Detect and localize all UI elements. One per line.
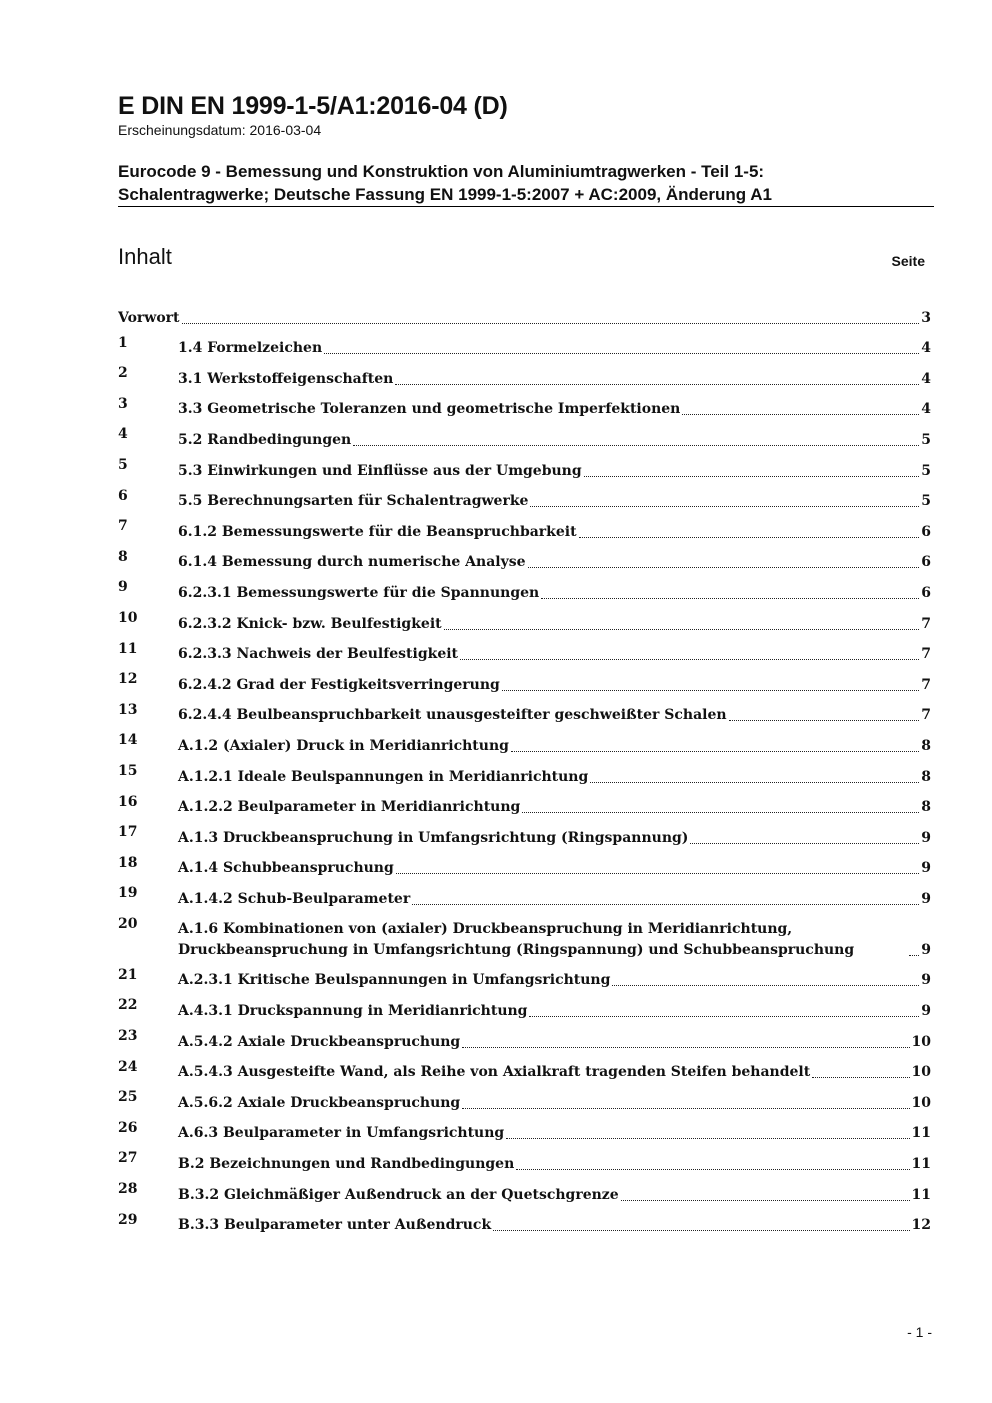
toc-entry-page: 8 <box>921 799 931 816</box>
toc-entry-number: 16 <box>118 793 138 810</box>
toc-entry-label: 6.2.3.2 Knick- bzw. Beulfestigkeit <box>178 615 442 632</box>
toc-heading: Inhalt <box>118 244 172 269</box>
toc-dot-leader <box>621 1200 910 1201</box>
toc-entry-label: B.3.2 Gleichmäßiger Außendruck an der Quetschgrenze <box>178 1186 619 1203</box>
toc-dot-leader <box>506 1138 909 1139</box>
toc-entry-page: 7 <box>921 615 931 632</box>
toc-entry-number: 13 <box>118 701 138 718</box>
toc-entry[interactable] <box>118 484 931 515</box>
toc-entry-page: 10 <box>911 1064 931 1081</box>
toc-entry-number: 6 <box>118 487 128 504</box>
toc-entry-number: 23 <box>118 1028 138 1045</box>
toc-entry-number: 24 <box>118 1058 138 1075</box>
toc-dot-leader <box>729 720 920 721</box>
publication-date: Erscheinungsdatum: 2016-03-04 <box>118 122 322 138</box>
toc-entry[interactable] <box>118 698 931 729</box>
toc-entry-page: 4 <box>921 401 931 418</box>
toc-entry-number: 12 <box>118 671 138 688</box>
toc-entry-label: A.1.3 Druckbeanspruchung in Umfangsrichtung (Ringspannung) <box>178 829 689 846</box>
toc-entry-label: B.2 Bezeichnungen und Randbedingungen <box>178 1156 515 1173</box>
toc-entry-label: A.1.4.2 Schub-Beulparameter <box>178 890 411 907</box>
toc-entry-label: 6.2.3.1 Bemessungswerte für die Spannungen <box>178 584 540 601</box>
toc-entry-page: 7 <box>921 676 931 693</box>
toc-entry-label: 1.4 Formelzeichen <box>178 340 323 357</box>
toc-entry-page: 9 <box>921 829 931 846</box>
toc-entry[interactable] <box>118 851 931 882</box>
toc-entry-label: A.1.4 Schubbeanspruchung <box>178 860 394 877</box>
document-title-line-1: Eurocode 9 - Bemessung und Konstruktion von Aluminiumtragwerken - Teil 1-5: <box>118 162 765 181</box>
toc-entry[interactable] <box>118 422 931 453</box>
toc-dot-leader <box>502 690 919 691</box>
toc-dot-leader <box>353 445 919 446</box>
title-divider <box>118 206 934 207</box>
document-id: E DIN EN 1999-1-5/A1:2016-04 (D) <box>118 92 508 120</box>
toc-entry[interactable] <box>118 361 931 392</box>
toc-entry[interactable] <box>118 1055 931 1086</box>
toc-entry-page: 11 <box>911 1125 931 1142</box>
toc-dot-leader <box>493 1230 909 1231</box>
toc-entry[interactable] <box>118 637 931 668</box>
toc-entry[interactable] <box>118 514 931 545</box>
toc-entry-label: A.1.2.2 Beulparameter in Meridianrichtung <box>178 799 521 816</box>
toc-entry-label: 5.2 Randbedingungen <box>178 431 352 448</box>
toc-entry-page: 12 <box>911 1217 931 1234</box>
document-title-line-2: Schalentragwerke; Deutsche Fassung EN 1999-1-5:2007 + AC:2009, Änderung A1 <box>118 185 772 204</box>
toc-entry-page: 11 <box>911 1156 931 1173</box>
toc-dot-leader <box>444 629 920 630</box>
toc-entry[interactable] <box>118 728 931 759</box>
toc-dot-leader <box>541 598 919 599</box>
toc-dot-leader <box>522 812 919 813</box>
toc-entry[interactable] <box>118 1208 931 1239</box>
toc-entry[interactable] <box>118 1085 931 1116</box>
toc-entry[interactable] <box>118 790 931 821</box>
toc-dot-leader <box>324 353 919 354</box>
toc-entry-page: 3 <box>921 309 931 326</box>
toc-dot-leader <box>612 985 919 986</box>
toc-entry-label: 6.2.3.3 Nachweis der Beulfestigkeit <box>178 646 459 663</box>
toc-dot-leader <box>412 904 919 905</box>
toc-entry-number: 18 <box>118 854 138 871</box>
toc-entry-label: 6.1.4 Bemessung durch numerische Analyse <box>178 554 526 571</box>
toc-entry-number: 1 <box>118 334 128 351</box>
toc-entry-page: 4 <box>921 340 931 357</box>
toc-entry[interactable] <box>118 1116 931 1147</box>
toc-dot-leader <box>812 1077 909 1078</box>
toc-entry[interactable] <box>118 331 931 362</box>
toc-entry-page: 4 <box>921 370 931 387</box>
toc-entry-label: A.4.3.1 Druckspannung in Meridianrichtung <box>178 1003 528 1020</box>
toc-entry-number: 4 <box>118 426 128 443</box>
toc-dot-leader <box>396 873 919 874</box>
toc-entry-page: 5 <box>921 493 931 510</box>
toc-entry-page: 8 <box>921 768 931 785</box>
toc-entry-label: 6.2.4.2 Grad der Festigkeitsverringerung <box>178 676 500 693</box>
toc-entry[interactable] <box>118 575 931 606</box>
toc-dot-leader <box>690 843 919 844</box>
toc-dot-leader <box>528 567 920 568</box>
toc-entry-label: B.3.3 Beulparameter unter Außendruck <box>178 1217 492 1234</box>
toc-entry[interactable] <box>118 759 931 790</box>
toc-dot-leader <box>584 476 920 477</box>
toc-entry-number: 2 <box>118 365 128 382</box>
toc-entry-number: 9 <box>118 579 128 596</box>
toc-entry[interactable] <box>118 1177 931 1208</box>
toc-entry[interactable] <box>118 1024 931 1055</box>
toc-entry-page: 6 <box>921 523 931 540</box>
toc-dot-leader <box>909 955 919 956</box>
toc-entry-number: 25 <box>118 1089 138 1106</box>
toc-entry-page: 5 <box>921 462 931 479</box>
toc-entry-number: 7 <box>118 518 128 535</box>
toc-entry[interactable] <box>118 881 931 912</box>
toc-entry-number: 5 <box>118 456 128 473</box>
toc-dot-leader <box>529 1016 919 1017</box>
toc-entry-label: 5.3 Einwirkungen und Einflüsse aus der Umgebung <box>178 462 582 479</box>
toc-entry-number: 3 <box>118 395 128 412</box>
toc-entry[interactable] <box>118 300 931 331</box>
toc-entry-page: 9 <box>921 941 931 958</box>
toc-page-column-header: Seite <box>891 253 925 269</box>
toc-entry-number: 19 <box>118 885 138 902</box>
toc-entry-number: 8 <box>118 548 128 565</box>
table-of-contents <box>118 300 931 1238</box>
toc-entry-page: 5 <box>921 431 931 448</box>
toc-dot-leader <box>462 1047 909 1048</box>
toc-entry-page: 9 <box>921 972 931 989</box>
toc-entry-page: 9 <box>921 1003 931 1020</box>
toc-entry-label: A.5.6.2 Axiale Druckbeanspruchung <box>178 1094 461 1111</box>
toc-entry-number: 14 <box>118 732 138 749</box>
toc-dot-leader <box>682 414 919 415</box>
toc-entry-page: 8 <box>921 737 931 754</box>
toc-dot-leader <box>516 1169 909 1170</box>
toc-entry[interactable] <box>118 392 931 423</box>
toc-dot-leader <box>511 751 919 752</box>
toc-entry[interactable] <box>118 820 931 851</box>
toc-entry-number: 29 <box>118 1211 138 1228</box>
toc-entry-label: A.5.4.2 Axiale Druckbeanspruchung <box>178 1033 461 1050</box>
toc-entry[interactable] <box>118 1146 931 1177</box>
toc-dot-leader <box>590 782 919 783</box>
toc-entry-label: A.1.6 Kombinationen von (axialer) Druckbeanspruchung in Meridianrichtung, Druckbeanspruchung in Umfangsrichtung (Ringspannung) und Schubbeanspruchung <box>178 920 855 958</box>
toc-entry-page: 11 <box>911 1186 931 1203</box>
toc-entry-page: 7 <box>921 707 931 724</box>
toc-dot-leader <box>182 323 920 324</box>
document-title <box>118 160 938 206</box>
toc-entry[interactable] <box>118 545 931 576</box>
toc-entry-page: 9 <box>921 860 931 877</box>
toc-entry-number: 15 <box>118 762 138 779</box>
toc-dot-leader <box>462 1108 909 1109</box>
toc-entry-page: 9 <box>921 890 931 907</box>
toc-entry-number: 22 <box>118 997 138 1014</box>
toc-entry-number: 28 <box>118 1181 138 1198</box>
toc-entry[interactable] <box>118 912 931 963</box>
toc-entry-number: 21 <box>118 966 138 983</box>
toc-entry-page: 10 <box>911 1033 931 1050</box>
toc-entry-number: 10 <box>118 609 138 626</box>
toc-entry-label: A.1.2.1 Ideale Beulspannungen in Meridianrichtung <box>178 768 589 785</box>
toc-entry[interactable] <box>118 963 931 994</box>
toc-entry[interactable] <box>118 993 931 1024</box>
toc-entry[interactable] <box>118 606 931 637</box>
toc-entry-number: 17 <box>118 824 138 841</box>
toc-entry-number: 27 <box>118 1150 138 1167</box>
toc-entry-label: 6.2.4.4 Beulbeanspruchbarkeit unausgesteifter geschweißter Schalen <box>178 707 727 724</box>
toc-entry-number: 20 <box>118 915 138 932</box>
page-number: - 1 - <box>907 1324 932 1340</box>
toc-entry-label: A.2.3.1 Kritische Beulspannungen in Umfangsrichtung <box>178 972 611 989</box>
toc-dot-leader <box>530 506 919 507</box>
toc-entry-label: A.5.4.3 Ausgesteifte Wand, als Reihe von Axialkraft tragenden Steifen behandelt <box>178 1064 811 1081</box>
toc-entry-page: 10 <box>911 1094 931 1111</box>
toc-entry-label: 5.5 Berechnungsarten für Schalentragwerke <box>178 493 529 510</box>
toc-entry-page: 6 <box>921 584 931 601</box>
toc-dot-leader <box>460 659 919 660</box>
toc-entry-label: Vorwort <box>118 309 180 326</box>
toc-entry-page: 6 <box>921 554 931 571</box>
toc-dot-leader <box>395 384 919 385</box>
toc-entry[interactable] <box>118 453 931 484</box>
toc-entry-label: 6.1.2 Bemessungswerte für die Beanspruchbarkeit <box>178 523 577 540</box>
toc-entry[interactable] <box>118 667 931 698</box>
toc-dot-leader <box>579 537 920 538</box>
toc-entry-number: 26 <box>118 1119 138 1136</box>
toc-entry-label: A.1.2 (Axialer) Druck in Meridianrichtung <box>178 737 509 754</box>
toc-entry-label: 3.1 Werkstoffeigenschaften <box>178 370 394 387</box>
toc-entry-label: 3.3 Geometrische Toleranzen und geometrische Imperfektionen <box>178 401 681 418</box>
toc-entry-label: A.6.3 Beulparameter in Umfangsrichtung <box>178 1125 505 1142</box>
toc-entry-page: 7 <box>921 646 931 663</box>
toc-entry-number: 11 <box>118 640 138 657</box>
